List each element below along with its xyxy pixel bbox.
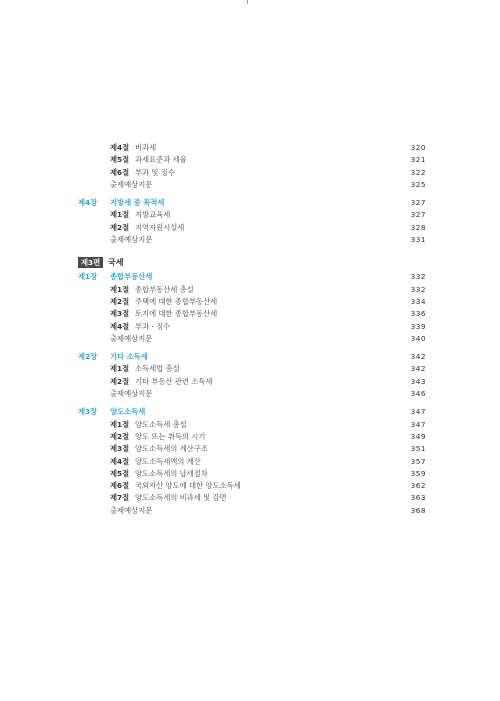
section-title: 양도 또는 취득의 시기: [135, 431, 206, 441]
toc-chapter-entry[interactable]: [78, 351, 426, 363]
section-title: 양도소득세의 계산구조: [135, 444, 208, 454]
section-number: 제1절: [110, 364, 130, 374]
toc-section-entry[interactable]: [78, 363, 426, 375]
section-title: 종합부동산세 총설: [135, 284, 194, 294]
toc-section-entry[interactable]: [78, 142, 426, 154]
page-number: 327: [410, 198, 426, 208]
page-number: 362: [410, 481, 426, 491]
section-title: 양도소득세 총설: [135, 419, 187, 429]
exercise-title: 출제예상지문: [110, 389, 153, 399]
toc-exercise-entry[interactable]: [78, 505, 426, 517]
toc-exercise-entry[interactable]: [78, 333, 426, 345]
section-title: 부과 · 징수: [135, 321, 171, 331]
page-number: 336: [410, 309, 426, 319]
page-number: 321: [410, 155, 426, 165]
section-title: 과세표준과 세율: [135, 155, 187, 165]
section-title: 소득세법 총설: [135, 364, 180, 374]
toc-section-entry[interactable]: [78, 456, 426, 468]
exercise-title: 출제예상지문: [110, 505, 153, 515]
page-number: 343: [410, 376, 426, 386]
chapter-title: 지방세 중 목적세: [110, 198, 165, 208]
toc-section-entry[interactable]: [78, 492, 426, 504]
toc-section-entry[interactable]: [78, 284, 426, 296]
toc-section-entry[interactable]: [78, 222, 426, 234]
section-number: 제1절: [110, 284, 130, 294]
spacer: [78, 246, 426, 256]
page-top-mark: [247, 0, 248, 4]
section-number: 제4절: [110, 321, 130, 331]
toc-section-entry[interactable]: [78, 480, 426, 492]
chapter-title: 양도소득세: [110, 407, 146, 417]
exercise-title: 출제예상지문: [110, 333, 153, 343]
section-number: 제2절: [110, 431, 130, 441]
section-number: 제2절: [110, 376, 130, 386]
toc-section-entry[interactable]: [78, 321, 426, 333]
chapter-label: 제3장: [78, 407, 98, 417]
exercise-title: 출제예상지문: [110, 235, 153, 245]
toc-section-entry[interactable]: [78, 419, 426, 431]
section-number: 제6절: [110, 481, 130, 491]
chapter-label: 제1장: [78, 272, 98, 282]
page-number: 339: [410, 321, 426, 331]
section-title: 양도소득세액의 계산: [135, 456, 201, 466]
toc-section-entry[interactable]: [78, 296, 426, 308]
page-number: 332: [410, 272, 426, 282]
page-number: 340: [410, 333, 426, 343]
page-number: 346: [410, 389, 426, 399]
toc-section-entry[interactable]: [78, 468, 426, 480]
page-number: 347: [410, 407, 426, 417]
page-number: 334: [410, 296, 426, 306]
toc-section-entry[interactable]: [78, 443, 426, 455]
section-title: 양도소득세의 납세절차: [135, 468, 208, 478]
page-number: 359: [410, 468, 426, 478]
exercise-title: 출제예상지문: [110, 179, 153, 189]
part-label-badge: 제3편: [78, 257, 103, 268]
page-number: 342: [410, 352, 426, 362]
section-title: 부과 및 징수: [135, 167, 175, 177]
toc-chapter-entry[interactable]: [78, 197, 426, 209]
page-number: 368: [410, 505, 426, 515]
section-title: 토지에 대한 종합부동산세: [135, 309, 218, 319]
page-number: 349: [410, 431, 426, 441]
toc-chapter-entry[interactable]: [78, 406, 426, 418]
section-number: 제5절: [110, 155, 130, 165]
section-number: 제4절: [110, 456, 130, 466]
section-number: 제4절: [110, 143, 130, 152]
chapter-title: 기타 소득세: [110, 352, 148, 362]
toc-section-entry[interactable]: [78, 154, 426, 166]
chapter-title: 종합부동산세: [110, 272, 153, 282]
toc-section-entry[interactable]: [78, 209, 426, 221]
page-number: 357: [410, 456, 426, 466]
section-number: 제7절: [110, 493, 130, 503]
toc-section-entry[interactable]: [78, 167, 426, 179]
page-number: 331: [410, 235, 426, 245]
toc-exercise-entry[interactable]: [78, 179, 426, 191]
section-number: 제3절: [110, 309, 130, 319]
page-number: 342: [410, 364, 426, 374]
page-number: 327: [410, 210, 426, 220]
section-number: 제2절: [110, 296, 130, 306]
page-number: 332: [410, 284, 426, 294]
section-number: 제3절: [110, 444, 130, 454]
chapter-label: 제4장: [78, 198, 98, 208]
toc-exercise-entry[interactable]: [78, 388, 426, 400]
page-number: 347: [410, 419, 426, 429]
toc-chapter-entry[interactable]: [78, 271, 426, 283]
part-title: 국세: [108, 258, 124, 268]
toc-exercise-entry[interactable]: [78, 234, 426, 246]
section-title: 기타 부동산 관련 소득세: [135, 376, 213, 386]
section-title: 양도소득세의 비과세 및 감면: [135, 493, 227, 503]
section-title: 주택에 대한 종합부동산세: [135, 296, 218, 306]
section-title: 지방교육세: [135, 210, 171, 220]
page-number: 351: [410, 444, 426, 454]
toc-section-entry[interactable]: [78, 376, 426, 388]
section-title: 비과세: [135, 143, 157, 152]
section-number: 제6절: [110, 167, 130, 177]
section-title: 국외자산 양도에 대한 양도소득세: [135, 481, 241, 491]
table-of-contents: [78, 142, 426, 517]
toc-section-entry[interactable]: [78, 308, 426, 320]
page-number: 325: [410, 179, 426, 189]
toc-section-entry[interactable]: [78, 431, 426, 443]
section-number: 제1절: [110, 210, 130, 220]
toc-part-heading: [78, 256, 426, 271]
section-title: 지역자원시설세: [135, 222, 185, 232]
section-number: 제1절: [110, 419, 130, 429]
chapter-label: 제2장: [78, 352, 98, 362]
page-number: 322: [410, 167, 426, 177]
section-number: 제2절: [110, 222, 130, 232]
page-number: 328: [410, 222, 426, 232]
section-number: 제5절: [110, 468, 130, 478]
page-number: 363: [410, 493, 426, 503]
page-number: 320: [410, 143, 426, 152]
